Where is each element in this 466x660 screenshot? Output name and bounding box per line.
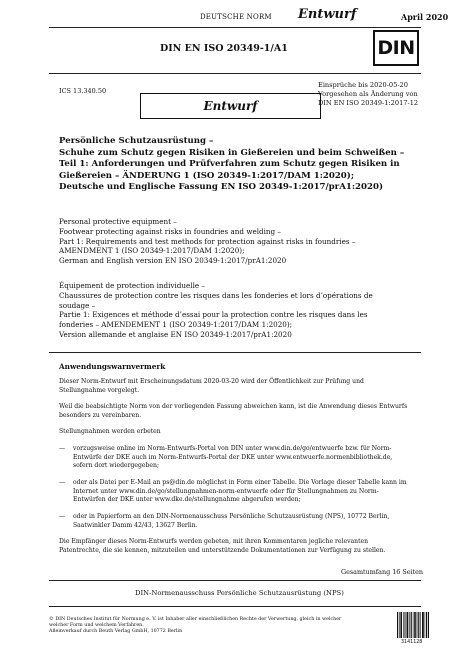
objection-info (318, 81, 418, 108)
text-line: Internet unter www.din.de/go/stellungnahmen-norm-entwuerfe oder für Stellungnahmen zu Norm- (73, 487, 379, 495)
page-count: Gesamtumfang 16 Seiten (341, 568, 424, 576)
title-line: Footwear protecting against risks in foundries and welding – (59, 226, 282, 236)
title-german (59, 136, 429, 194)
title-line: Équipement de protection individuelle – (59, 281, 205, 290)
title-line: Schuhe zum Schutz gegen Risiken in Gießereien und beim Schweißen – (59, 147, 405, 158)
title-line: soudage – (59, 300, 96, 310)
list-item (59, 479, 429, 505)
document-number: DIN EN ISO 20349-1/A1 (160, 43, 288, 54)
objection-line: DIN EN ISO 20349-1:2017-12 (318, 99, 419, 107)
title-line: AMENDMENT 1 (ISO 20349-1:2017/DAM 1:2020); (59, 246, 245, 256)
din-logo (373, 30, 419, 66)
footer-rule (49, 606, 421, 607)
text-line: oder in Papierform an den DIN-Normenausschuss Persönliche Schutzausrüstung (NPS), 10772 Berlin, (73, 513, 390, 520)
norm-label: DEUTSCHE NORM (200, 13, 272, 21)
footer-line: Alleinverkauf durch Beuth Verlag GmbH, 10772 Berlin (49, 629, 183, 635)
committee-name: DIN-Normenausschuss Persönliche Schutzausrüstung (NPS) (135, 589, 344, 597)
notice-rule (49, 352, 421, 353)
text-line: Dieser Norm-Entwurf mit Erscheinungsdatum 2020-03-20 wird der Öffentlichkeit zur Prüfung und (59, 378, 364, 385)
notice-heading: Anwendungswarnvermerk (59, 362, 166, 371)
din-logo-text: DIN (377, 37, 415, 59)
text-line: Weil die beabsichtigte Norm von der vorliegenden Fassung abweichen kann, ist die Anwendung dieses Entwurfs (59, 403, 408, 410)
list-item (59, 445, 429, 471)
footer-line: welcher Form und welchem Verfahren. (49, 623, 144, 629)
footer-line: © DIN Deutsches Institut für Normung e. V. ist Inhaber aller einschließlichen Rechte der Verwertung, gleich in welcher (49, 617, 342, 622)
objection-line: Einsprüche bis 2020-05-20 (318, 81, 408, 89)
text-line: Patentrechte, die sie kennen, mitzuteilen und unterstützende Dokumentationen zur Verfügung zu stellen. (59, 546, 386, 554)
notice-paragraph-2 (59, 403, 429, 420)
title-line: Deutsche und Englische Fassung EN ISO 20349-1:2017/prA1:2020) (59, 182, 384, 192)
bullet-dash: — (59, 479, 66, 486)
list-item (59, 513, 429, 530)
issue-date: April 2020 (401, 12, 449, 22)
title-line: Chaussures de protection contre les risques dans les fonderies et lors d’opérations de (59, 290, 373, 300)
top-rule (49, 73, 421, 74)
objection-line: Vorgesehen als Änderung von (318, 90, 418, 98)
title-line: Part 1: Requirements and test methods for protection against risks in foundries – (59, 236, 356, 246)
bullet-dash: — (59, 445, 66, 452)
text-line: sofern dort wiedergegeben; (73, 462, 159, 470)
title-line: Persönliche Schutzausrüstung – (59, 136, 214, 146)
header-rule (49, 27, 421, 28)
text-line: Stellungnahme vorgelegt. (59, 386, 140, 394)
footer-copyright (49, 617, 389, 636)
ics-code: ICS 13.340.50 (59, 87, 107, 95)
text-line: Saatwinkler Damm 42/43, 13627 Berlin. (73, 521, 198, 529)
text-line: oder als Datei per E-Mail an ps@din.de möglichst in Form einer Tabelle. Die Vorlage dieser Tabelle kann im (73, 479, 407, 486)
bullet-dash: — (59, 513, 66, 520)
text-line: besonders zu vereinbaren. (59, 411, 142, 419)
title-line: Gießereien – ÄNDERUNG 1 (ISO 20349-1:2017/DAM 1:2020); (59, 170, 355, 181)
notice-paragraph-3: Stellungnahmen werden erbeten (59, 428, 161, 435)
text-line: Entwürfe der DKE auch im Norm-Entwurfs-Portal der DKE unter www.entwuerfe.normenbibliothek.de, (73, 453, 393, 461)
title-english (59, 217, 429, 266)
text-line: Entwürfen der DKE unter www.dke.de/stellungnahme abgerufen werden; (73, 496, 301, 504)
title-line: Teil 1: Anforderungen und Prüfverfahren zum Schutz gegen Risiken in (59, 159, 400, 169)
title-line: fonderies – AMENDEMENT 1 (ISO 20349-1:2017/DAM 1:2020); (59, 320, 293, 330)
title-line: Version allemande et anglaise EN ISO 20349-1:2017/prA1:2020 (59, 329, 292, 339)
barcode-number: 3141128 (401, 640, 423, 645)
title-line: Personal protective equipment – (59, 217, 177, 226)
entwurf-box: Entwurf (140, 93, 321, 119)
title-line: German and English version EN ISO 20349-1:2017/prA1:2020 (59, 256, 287, 266)
title-french (59, 281, 429, 340)
notice-paragraph-1 (59, 378, 429, 395)
text-line: vorzugsweise online im Norm-Entwurfs-Portal von DIN unter www.din.de/go/entwuerfe bzw. für Norm- (73, 445, 392, 452)
barcode-icon (397, 612, 429, 638)
header-entwurf: Entwurf (298, 7, 357, 22)
title-line: Partie 1: Exigences et méthode d’essai pour la protection contre les risques dans les (59, 310, 368, 320)
text-line: Die Empfänger dieses Norm-Entwurfs werden gebeten, mit ihren Kommentaren jegliche relevanten (59, 538, 369, 545)
notice-paragraph-4 (59, 538, 429, 555)
pages-rule (49, 580, 421, 581)
